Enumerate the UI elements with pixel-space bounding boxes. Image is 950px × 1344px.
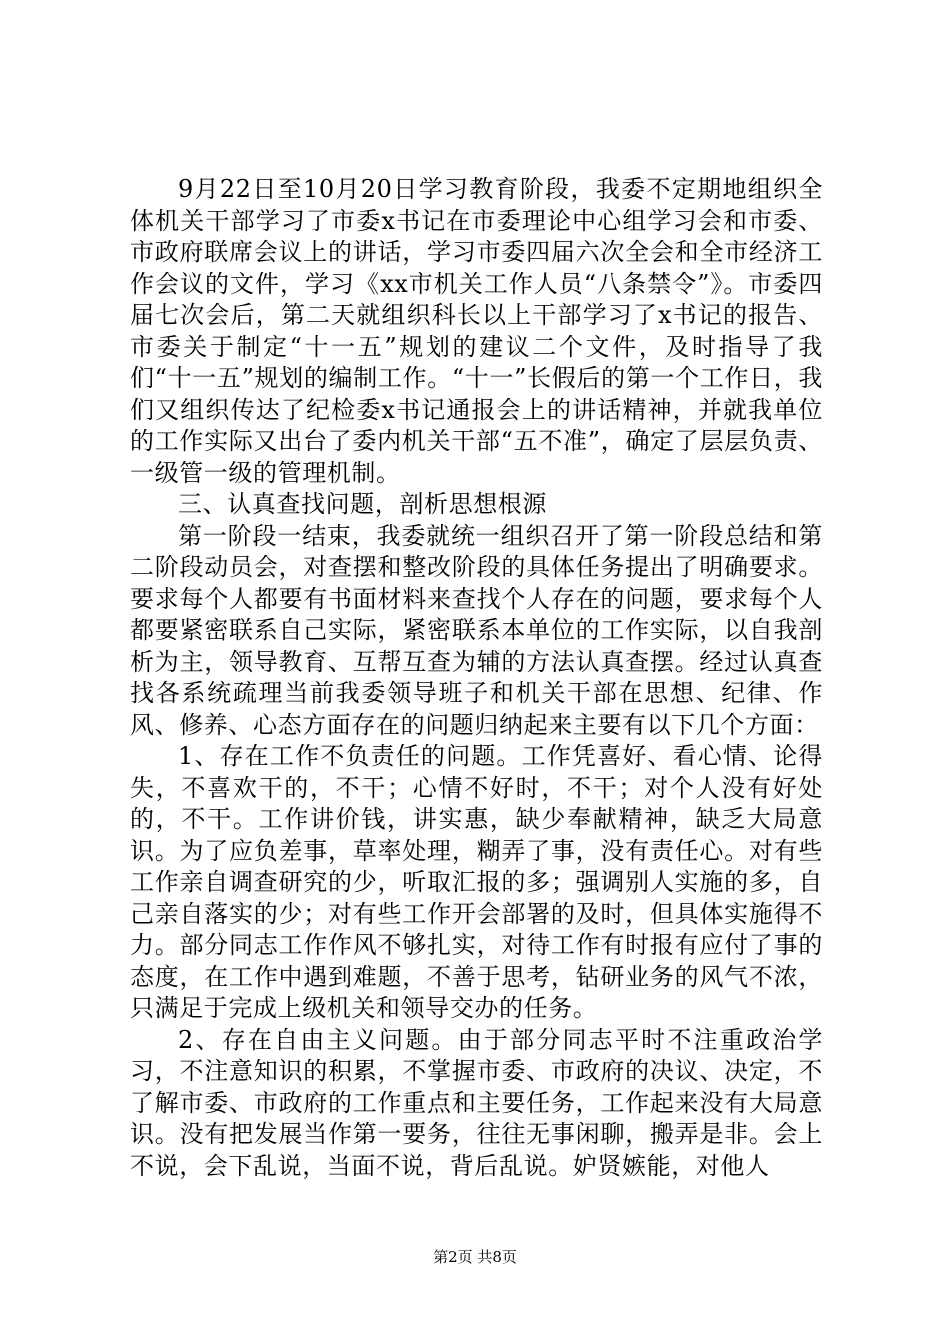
paragraph-issue-2-liberalism: 2、存在自由主义问题。由于部分同志平时不注重政治学习，不注意知识的积累，不掌握市委、市政府的决议、决定，不了解市委、市政府的工作重点和主要任务，工作起来没有大局意识。没有把发展当作第一要务，往往无事闲聊，搬弄是非。会上不说，会下乱说，当面不说，背后乱说。妒贤嫉能，对他人 <box>130 1025 823 1180</box>
paragraph-first-stage-summary: 第一阶段一结束，我委就统一组织召开了第一阶段总结和第二阶段动员会，对查摆和整改阶段的具体任务提出了明确要求。要求每个人都要有书面材料来查找个人存在的问题，要求每个人都要紧密联系自己实际，紧密联系本单位的工作实际，以自我剖析为主，领导教育、互帮互查为辅的方法认真查摆。经过认真查找各系统疏理当前我委领导班子和机关干部在思想、纪律、作风、修养、心态方面存在的问题归纳起来主要有以下几个方面： <box>130 521 823 739</box>
page-number-footer: 第2页 共8页 <box>433 1248 517 1266</box>
section-heading-find-problems: 三、认真查找问题，剖析思想根源 <box>178 490 547 518</box>
paragraph-issue-1-responsibility: 1、存在工作不负责任的问题。工作凭喜好、看心情、论得失，不喜欢干的，不干；心情不好时，不干；对个人没有好处的，不干。工作讲价钱，讲实惠，缺少奉献精神，缺乏大局意识。为了应负差事，草率处理，糊弄了事，没有责任心。对有些工作亲自调查研究的少，听取汇报的多；强调别人实施的多，自己亲自落实的少；对有些工作开会部署的及时，但具体实施得不力。部分同志工作作风不够扎实，对待工作有时报有应付了事的态度，在工作中遇到难题，不善于思考，钻研业务的风气不浓，只满足于完成上级机关和领导交办的任务。 <box>130 742 823 1022</box>
document-body <box>130 174 823 1182</box>
paragraph-study-stage: 9月22日至10月20日学习教育阶段，我委不定期地组织全体机关干部学习了市委x书记在市委理论中心组学习会和市委、市政府联席会议上的讲话，学习市委四届六次全会和全市经济工作会议的文件，学习《xx市机关工作人员“八条禁令”》。市委四届七次会后，第二天就组织科长以上干部学习了x书记的报告、市委关于制定“十一五”规划的建议二个文件，及时指导了我们“十一五”规划的编制工作。“十一”长假后的第一个工作日，我们又组织传达了纪检委x书记通报会上的讲话精神，并就我单位的工作实际又出台了委内机关干部“五不准”，确定了层层负责、一级管一级的管理机制。 <box>130 175 823 487</box>
